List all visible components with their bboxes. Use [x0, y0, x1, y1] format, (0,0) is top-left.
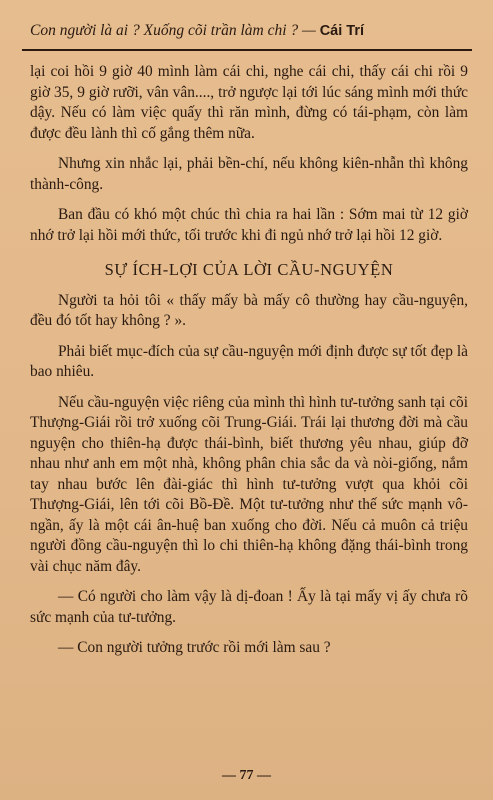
running-header [30, 22, 470, 44]
paragraph: Người ta hỏi tôi « thấy mấy bà mấy cô thường hay cầu-nguyện, đều đó tốt hay không ? ». [30, 291, 468, 329]
paragraph: Nhưng xin nhắc lại, phải bền-chí, nếu không kiên-nhẫn thì không thành-công. [30, 155, 468, 193]
section-title: SỰ ÍCH-LỢI CỦA LỜI CẦU-NGUYỆN [104, 260, 394, 279]
paragraph: Nếu cầu-nguyện việc riêng của mình thì hình tư-tưởng sanh tại cõi Thượng-Giái rồi trở xuống cõi Trung-Giái. Trái lại thương đời mà cầu nguyện cho thiên-hạ được thái-bình, biết thương yêu nhau, giúp đỡ nhau như anh em một nhà, không phân chia sắc da và nòi-giống, nắm tay nhau bước lên đài-giác thì hình tư-tưởng vượt qua khỏi cõi Thượng-Giái, lên tới cõi Bồ-Đề. Một tư-tưởng như thế sức mạnh vô-ngần, ấy là một cái ân-huệ ban xuống cho đời. Nếu cả muôn cả triệu người đồng cầu-nguyện thì lo chi thiên-hạ không đặng thái-bình trong vài chục năm đây. [30, 393, 468, 575]
paragraph: — Có người cho làm vậy là dị-đoan ! Ấy là tại mấy vị ấy chưa rõ sức mạnh của tư-tưởng. [30, 588, 468, 626]
header-author: Cái Trí [319, 23, 365, 39]
paragraph: — Con người tưởng trước rồi mới làm sau ? [58, 639, 331, 656]
paragraph: Phải biết mục-đích của sự cầu-nguyện mới định được sự tốt đẹp là bao nhiêu. [30, 342, 468, 380]
header-title: Con người là ai ? Xuống cõi trần làm chi ? — [30, 22, 320, 39]
page-body [30, 62, 468, 669]
page-number: — 77 — [222, 768, 271, 783]
paragraph: Ban đầu có khó một chúc thì chia ra hai lần : Sớm mai từ 12 giờ nhớ trở lại hồi mới thức, tối trước khi đi ngủ nhớ trở lại hồi 12 giờ. [30, 206, 468, 244]
header-rule [22, 49, 472, 51]
paragraph-continued: lại coi hồi 9 giờ 40 mình làm cái chi, nghe cái chi, thấy cái chi rồi 9 giờ 35, 9 giờ rưỡi, vân vân...., trở ngược lại tới lúc sáng mình mới thức dậy. Nếu có làm việc quấy thì răn mình, đừng có tái-phạm, còn làm được đều lành thì cố gắng thêm nữa. [30, 63, 468, 142]
